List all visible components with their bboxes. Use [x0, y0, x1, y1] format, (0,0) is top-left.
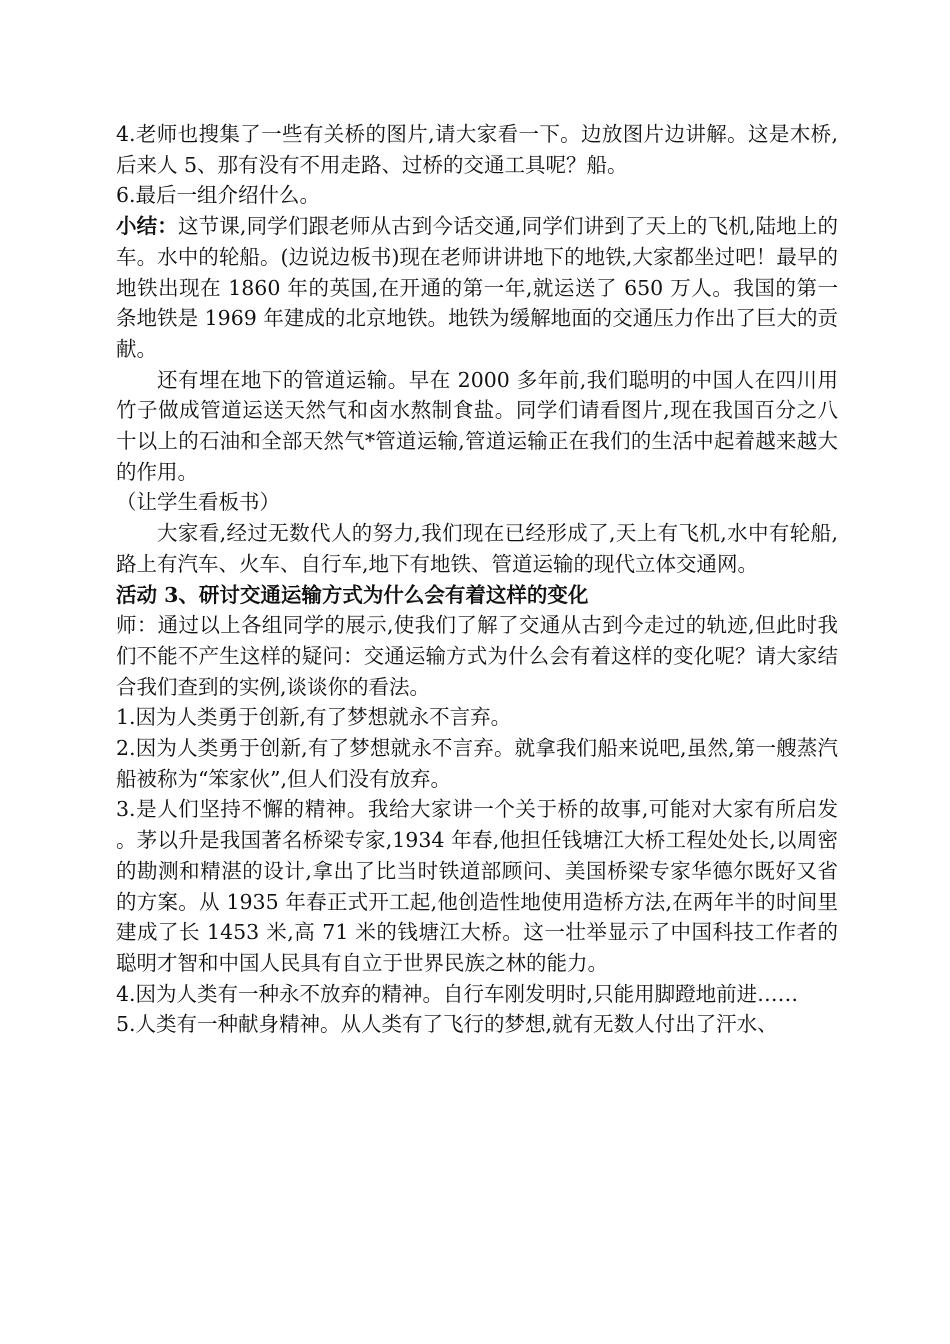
paragraph-bridge-pictures: 4.老师也搜集了一些有关桥的图片,请大家看一下。边放图片边讲解。这是木桥,后来人 5、那有没有不用走路、过桥的交通工具呢？船。	[116, 122, 838, 177]
paragraph-summary	[116, 211, 838, 365]
paragraph-board-note: （让学生看板书）	[116, 490, 280, 515]
list-item-5: 5.人类有一种献身精神。从人类有了飞行的梦想,就有无数人付出了汗水、	[116, 1012, 778, 1037]
paragraph-last-group: 6.最后一组介绍什么。	[116, 183, 321, 208]
summary-text: 这节课,同学们跟老师从古到今话交通,同学们讲到了天上的飞机,陆地上的车。水中的轮船。(边说边板书)现在老师讲讲地下的地铁,大家都坐过吧！最早的地铁出现在 1860 年的英国,在开通的第一年,就运送了 650 万人。我国的第一条地铁是 1969 年建成的北京地铁。地铁为缓解地面的交通压力作出了巨大的贡献。	[116, 214, 838, 361]
document-page	[116, 119, 838, 1040]
activity-heading: 活动 3、研讨交通运输方式为什么会有着这样的变化	[116, 582, 589, 607]
paragraph-teacher-question: 师：通过以上各组同学的展示,使我们了解了交通从古到今走过的轨迹,但此时我们不能不产生这样的疑问：交通运输方式为什么会有着这样的变化呢？请大家结合我们查到的实例,谈谈你的看法。	[116, 613, 838, 699]
list-item-2: 2.因为人类勇于创新,有了梦想就永不言弃。就拿我们船来说吧,虽然,第一艘蒸汽船被称为“笨家伙”,但人们没有放弃。	[116, 736, 838, 791]
paragraph-pipeline: 还有埋在地下的管道运输。早在 2000 多年前,我们聪明的中国人在四川用竹子做成管道运送天然气和卤水熬制食盐。同学们请看图片,现在我国百分之八十以上的石油和全部天然气*管道运输,管道运输正在我们的生活中起着越来越大的作用。	[116, 367, 838, 484]
paragraph-transport-network: 大家看,经过无数代人的努力,我们现在已经形成了,天上有飞机,水中有轮船,路上有汽车、火车、自行车,地下有地铁、管道运输的现代立体交通网。	[116, 521, 838, 576]
list-item-1: 1.因为人类勇于创新,有了梦想就永不言弃。	[116, 705, 512, 730]
list-item-4: 4.因为人类有一种永不放弃的精神。自行车刚发明时,只能用脚蹬地前进……	[116, 981, 799, 1006]
summary-label: 小结：	[116, 214, 178, 239]
list-item-3: 3.是人们坚持不懈的精神。我给大家讲一个关于桥的故事,可能对大家有所启发。茅以升是我国著名桥梁专家,1934 年春,他担任钱塘江大桥工程处处长,以周密的勘测和精湛的设计,拿出了比当时铁道部顾问、美国桥梁专家华德尔既好又省的方案。从 1935 年春正式开工起,他创造性地使用造桥方法,在两年半的时间里建成了长 1453 米,高 71 米的钱塘江大桥。这一壮举显示了中国科技工作者的聪明才智和中国人民具有自立于世界民族之林的能力。	[116, 797, 838, 975]
